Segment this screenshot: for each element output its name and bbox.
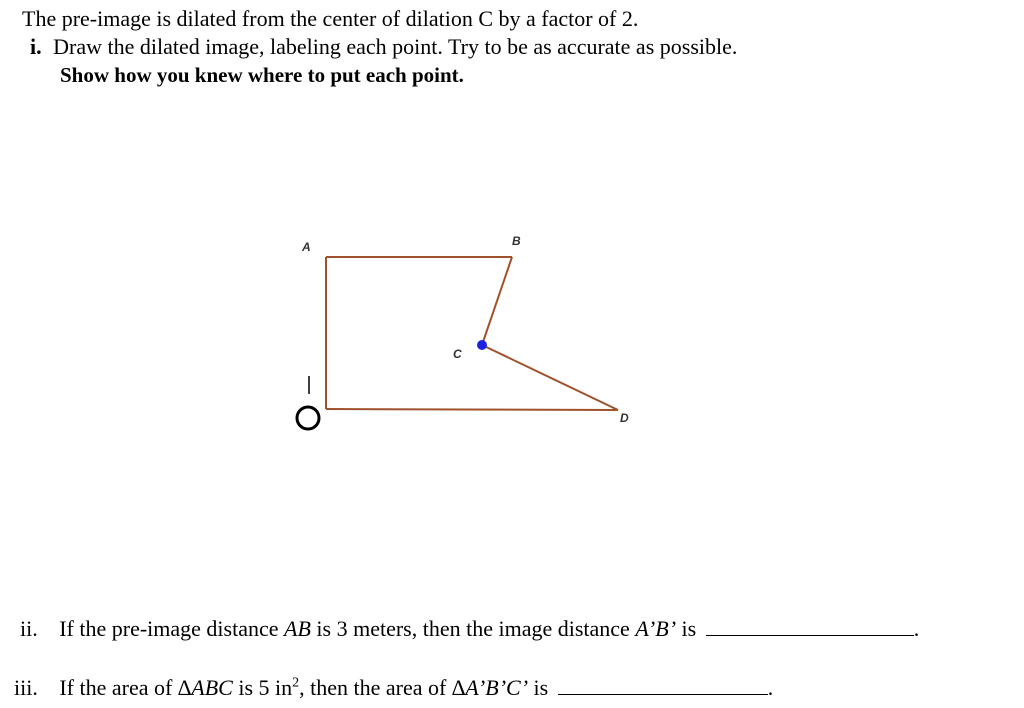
part-ii-text-1: If the pre-image distance <box>59 616 285 641</box>
origin-circle-icon <box>297 407 319 429</box>
label-d: D <box>620 411 629 425</box>
pre-image-figure <box>326 257 618 410</box>
label-a: A <box>302 240 311 254</box>
part-ii-end: . <box>913 616 920 641</box>
part-iii-exponent: 2 <box>292 675 300 691</box>
part-ii-answer-blank[interactable] <box>706 617 914 636</box>
part-ii-text-3: is <box>676 616 697 641</box>
part-i-marker: i. <box>30 34 42 59</box>
intro-sentence: The pre-image is dilated from the center of dilation C by a factor of 2. <box>22 6 639 31</box>
part-iii-marker: iii. <box>14 675 38 700</box>
part-i-instruction: Draw the dilated image, labeling each point. Try to be as accurate as possible. <box>53 34 738 59</box>
segment-cd <box>482 345 618 410</box>
segment-bc <box>482 257 512 345</box>
part-iii-text-1: If the area of <box>59 675 178 700</box>
part-iii-text-2: is 5 in <box>232 675 293 700</box>
part-ii-image-segment: A’B’ <box>635 616 677 641</box>
label-c: C <box>453 347 462 361</box>
center-of-dilation-point <box>477 340 487 350</box>
part-iii-triangle: ∆ABC <box>177 675 233 700</box>
part-iii-text-3: , then the area of <box>299 675 452 700</box>
part-iii-image-triangle: ∆A’B’C’ <box>451 675 529 700</box>
part-iii-text-4: is <box>528 675 549 700</box>
segment-do <box>326 409 618 410</box>
part-iii-end: . <box>767 675 774 700</box>
part-ii-segment: AB <box>284 616 311 641</box>
part-i-show-work: Show how you knew where to put each point. <box>60 63 464 87</box>
part-iii <box>14 675 773 701</box>
part-ii-marker: ii. <box>20 616 38 641</box>
part-iii-answer-blank[interactable] <box>558 676 768 695</box>
part-ii-text-2: is 3 meters, then the image distance <box>310 616 636 641</box>
part-ii <box>20 616 919 642</box>
label-b: B <box>512 234 521 248</box>
